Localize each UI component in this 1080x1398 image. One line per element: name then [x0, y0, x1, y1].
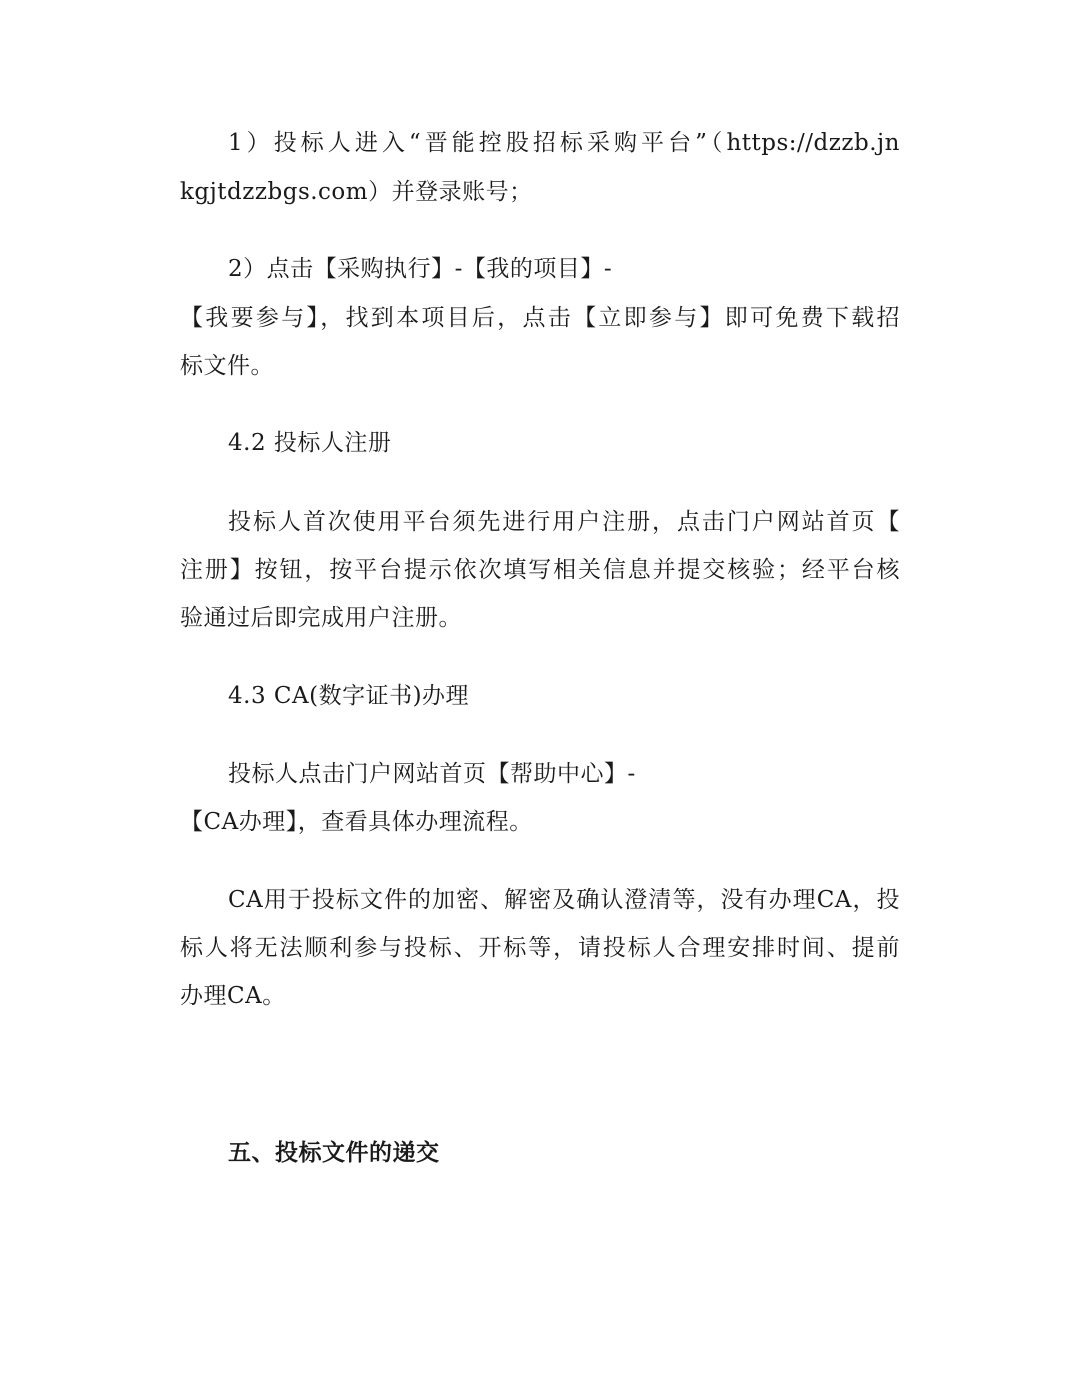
step-2-line-2: 【我要参与】，找到本项目后，点击【立即参与】即可免费下载招	[180, 305, 900, 331]
ca-guide-line-2: 【CA办理】，查看具体办理流程。	[180, 809, 533, 835]
section-5-heading: 五、投标文件的递交	[228, 1139, 440, 1166]
registration-para-line-3: 验通过后即完成用户注册。	[180, 605, 462, 631]
step-2-line-3: 标文件。	[180, 353, 274, 379]
section-4-2-heading: 4.2 投标人注册	[228, 430, 392, 456]
ca-usage-line-3: 办理CA。	[180, 983, 286, 1009]
ca-guide-line-1: 投标人点击门户网站首页【帮助中心】-	[228, 761, 636, 787]
step-1-line-2: kgjtdzzbgs.com）并登录账号；	[180, 179, 533, 205]
registration-para-line-1: 投标人首次使用平台须先进行用户注册，点击门户网站首页【	[228, 509, 900, 535]
section-4-3-heading: 4.3 CA(数字证书)办理	[228, 683, 470, 709]
step-2-line-1: 2）点击【采购执行】-【我的项目】-	[228, 256, 613, 282]
step-1-line-1: 1）投标人进入“晋能控股招标采购平台”（https://dzzb.jn	[228, 130, 900, 156]
registration-para-line-2: 注册】按钮，按平台提示依次填写相关信息并提交核验；经平台核	[180, 557, 900, 583]
ca-usage-line-1: CA用于投标文件的加密、解密及确认澄清等，没有办理CA，投	[228, 887, 900, 913]
ca-usage-line-2: 标人将无法顺利参与投标、开标等，请投标人合理安排时间、提前	[180, 935, 900, 961]
